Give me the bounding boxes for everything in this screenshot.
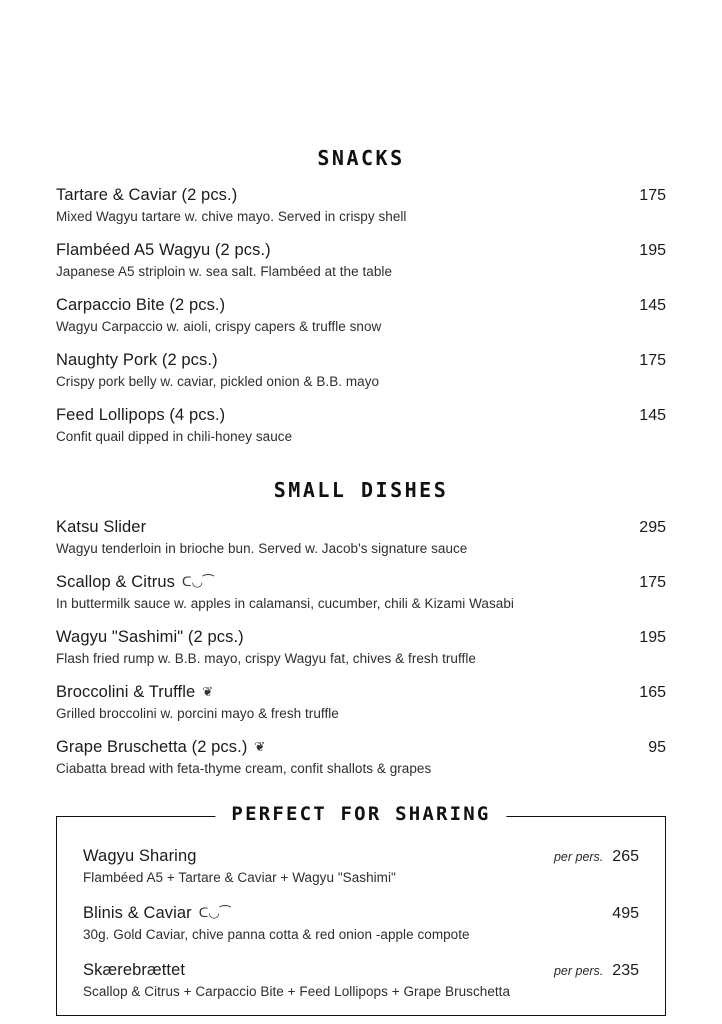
menu-item-price-value: 195 xyxy=(639,242,666,259)
menu-item xyxy=(56,628,666,666)
menu-item-head xyxy=(56,518,666,537)
menu-item-description: 30g. Gold Caviar, chive panna cotta & red onion -apple compote xyxy=(83,927,470,942)
menu-item-price-value: 95 xyxy=(648,739,666,756)
menu-item-name-text: Wagyu Sharing xyxy=(83,847,197,865)
menu-item-price-value: 235 xyxy=(612,962,639,979)
menu-item xyxy=(56,738,666,776)
menu-item-description: Crispy pork belly w. caviar, pickled onion & B.B. mayo xyxy=(56,374,380,389)
menu-item-price xyxy=(554,848,639,866)
menu-item-price-value: 145 xyxy=(639,407,666,424)
fish-icon: ᑕ◡⁀ xyxy=(181,574,214,589)
menu-item-head xyxy=(56,351,666,370)
menu-item-description: Flash fried rump w. B.B. mayo, crispy Wagyu fat, chives & fresh truffle xyxy=(56,651,476,666)
menu-item xyxy=(83,961,639,999)
menu-item-description: Confit quail dipped in chili-honey sauce xyxy=(56,429,293,444)
menu-item-price xyxy=(554,962,639,980)
menu-item xyxy=(56,406,666,444)
menu-item-price xyxy=(639,187,666,205)
menu-item-description: Japanese A5 striploin w. sea salt. Flambéed at the table xyxy=(56,264,393,279)
menu-item-head xyxy=(56,186,666,205)
menu-item-name xyxy=(56,573,214,592)
fish-icon: ᑕ◡⁀ xyxy=(198,905,231,920)
menu-item xyxy=(56,518,666,556)
menu-item-description: In buttermilk sauce w. apples in calamansi, cucumber, chili & Kizami Wasabi xyxy=(56,596,514,611)
menu-item-price xyxy=(639,297,666,315)
menu-item-name-text: Skærebrættet xyxy=(83,961,186,979)
menu-item-price-note: per pers. xyxy=(553,964,604,978)
menu-item-head xyxy=(56,683,666,702)
section-title-small-dishes: SMALL DISHES xyxy=(273,478,449,502)
menu-item-description: Scallop & Citrus + Carpaccio Bite + Feed Lollipops + Grape Bruschetta xyxy=(83,984,511,999)
menu-item-head xyxy=(56,296,666,315)
section-title-snacks: SNACKS xyxy=(317,146,405,170)
menu-item-head xyxy=(83,961,639,980)
menu-item-price xyxy=(648,739,666,757)
menu-item-price xyxy=(612,905,639,923)
menu-item-name: Flambéed A5 Wagyu (2 pcs.) xyxy=(56,241,271,259)
menu-item-name xyxy=(83,904,230,923)
leaf-icon: ❦ xyxy=(202,684,214,699)
menu-item-description: Grilled broccolini w. porcini mayo & fresh truffle xyxy=(56,706,339,721)
menu-item xyxy=(83,847,639,885)
menu-item-price-value: 175 xyxy=(639,352,666,369)
menu-item-price-value: 165 xyxy=(639,684,666,701)
sharing-item-list xyxy=(83,847,639,999)
menu-item-price-value: 175 xyxy=(639,187,666,204)
menu-item-price xyxy=(639,629,666,647)
snacks-item-list xyxy=(56,186,666,444)
menu-item xyxy=(83,904,639,942)
menu-item xyxy=(56,186,666,224)
menu-item-price xyxy=(639,519,666,537)
menu-item-price-note: per pers. xyxy=(553,850,604,864)
menu-item-price-value: 295 xyxy=(639,519,666,536)
menu-item-name-text: Wagyu "Sashimi" (2 pcs.) xyxy=(56,628,244,646)
menu-item-name-text: Broccolini & Truffle xyxy=(56,683,196,701)
menu-item-description: Wagyu tenderloin in brioche bun. Served w. Jacob's signature sauce xyxy=(56,541,468,556)
menu-item-head xyxy=(56,628,666,647)
menu-item-price-value: 145 xyxy=(639,297,666,314)
menu-item-head xyxy=(56,573,666,592)
menu-item-description: Flambéed A5 + Tartare & Caviar + Wagyu "Sashimi" xyxy=(83,870,396,885)
menu-item xyxy=(56,573,666,611)
menu-item-price xyxy=(639,574,666,592)
section-title-sharing: PERFECT FOR SHARING xyxy=(215,803,506,825)
menu-item-name-text: Katsu Slider xyxy=(56,518,147,536)
menu-item-name: Feed Lollipops (4 pcs.) xyxy=(56,406,226,424)
menu-item xyxy=(56,683,666,721)
small-dishes-item-list xyxy=(56,518,666,776)
menu-item xyxy=(56,296,666,334)
menu-item-description: Mixed Wagyu tartare w. chive mayo. Served in crispy shell xyxy=(56,209,407,224)
menu-item-name: Naughty Pork (2 pcs.) xyxy=(56,351,218,369)
menu-item-name xyxy=(56,628,244,647)
menu-item-head xyxy=(83,847,639,866)
menu-item-price-value: 495 xyxy=(612,905,639,922)
menu-item-price xyxy=(639,684,666,702)
menu-item-price xyxy=(639,242,666,260)
menu-item xyxy=(56,241,666,279)
menu-item-head xyxy=(56,406,666,425)
menu-item-name: Tartare & Caviar (2 pcs.) xyxy=(56,186,238,204)
menu-item-price-value: 195 xyxy=(639,629,666,646)
menu-item-price-value: 265 xyxy=(612,848,639,865)
menu-item-price-value: 175 xyxy=(639,574,666,591)
menu-item-name xyxy=(56,738,265,757)
menu-item-description: Ciabatta bread with feta-thyme cream, confit shallots & grapes xyxy=(56,761,432,776)
menu-item-name xyxy=(56,518,146,537)
menu-item xyxy=(56,351,666,389)
menu-item-price xyxy=(639,352,666,370)
menu-item-name xyxy=(83,961,185,980)
menu-item-head xyxy=(83,904,639,923)
leaf-icon: ❦ xyxy=(254,739,266,754)
menu-item-price xyxy=(639,407,666,425)
menu-item-name-text: Blinis & Caviar xyxy=(83,904,192,922)
menu-item-name xyxy=(83,847,197,866)
sharing-section xyxy=(56,803,666,1016)
menu-item-name-text: Scallop & Citrus xyxy=(56,573,175,591)
menu-item-name xyxy=(56,683,213,702)
menu-item-description: Wagyu Carpaccio w. aioli, crispy capers & truffle snow xyxy=(56,319,382,334)
menu-item-head xyxy=(56,738,666,757)
menu-item-name-text: Grape Bruschetta (2 pcs.) xyxy=(56,738,248,756)
menu-item-head xyxy=(56,241,666,260)
menu-item-name: Carpaccio Bite (2 pcs.) xyxy=(56,296,226,314)
